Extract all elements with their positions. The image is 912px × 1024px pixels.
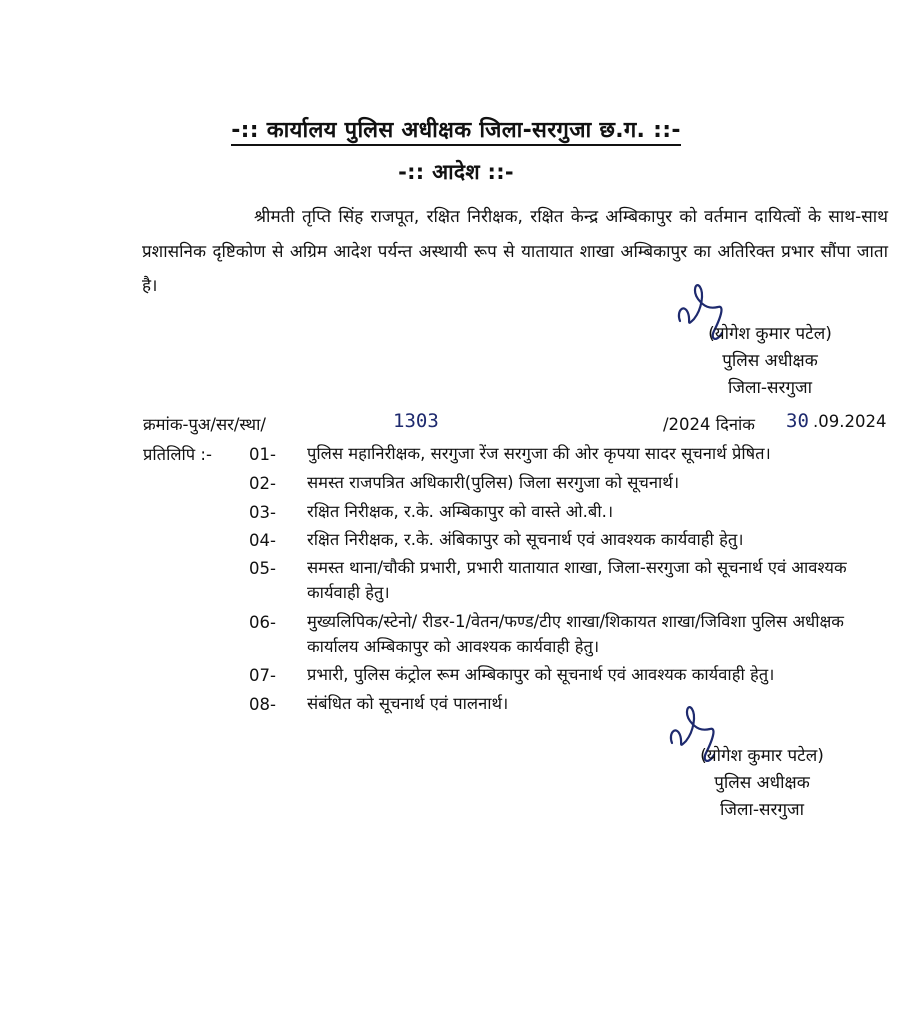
list-item-text: रक्षित निरीक्षक, र.के. अंबिकापुर को सूचनार्थ एवं आवश्यक कार्यवाही हेतु।: [307, 530, 744, 549]
list-item-number: 02-: [249, 474, 276, 493]
reference-date-rest: .09.2024: [813, 412, 887, 431]
signatory-district: जिला-सरगुजा: [727, 378, 813, 398]
list-item-number: 07-: [249, 666, 276, 685]
order-body-paragraph: श्रीमती तृप्ति सिंह राजपूत, रक्षित निरीक्षक, रक्षित केन्द्र अम्बिकापुर को वर्तमान दायित्वों के साथ-साथ प्रशासनिक दृष्टिकोण से अग्रिम आदेश पर्यन्त अस्थायी रूप से यातायात शाखा अम्बिकापुर का अतिरिक्त प्रभार सौंपा जाता है।: [142, 207, 888, 296]
list-item-text: संबंधित को सूचनार्थ एवं पालनार्थ।: [307, 694, 509, 713]
office-title-text: -:: कार्यालय पुलिस अधीक्षक जिला-सरगुजा छ.ग. ::-: [231, 118, 681, 146]
signatory-designation: पुलिस अधीक्षक: [714, 773, 810, 793]
list-item-number: 03-: [249, 503, 276, 522]
list-item-text: समस्त राजपत्रित अधिकारी(पुलिस) जिला सरगुजा को सूचनार्थ।: [307, 473, 680, 492]
signatory-district: जिला-सरगुजा: [719, 800, 805, 820]
list-item-number: 05-: [249, 559, 276, 578]
signatory-designation: पुलिस अधीक्षक: [722, 351, 818, 371]
list-item-number: 06-: [249, 613, 276, 632]
list-item-text: रक्षित निरीक्षक, र.के. अम्बिकापुर को वास्ते ओ.बी.।: [307, 502, 614, 521]
signatory-name: (योगेश कुमार पटेल): [708, 324, 832, 344]
list-item-number: 08-: [249, 695, 276, 714]
copy-label: प्रतिलिपि :-: [143, 445, 212, 464]
reference-prefix: क्रमांक-पुअ/सर/स्था/: [143, 415, 266, 434]
reference-year: /2024 दिनांक: [663, 415, 755, 434]
reference-date-day: 30: [786, 410, 809, 432]
list-item-text: समस्त थाना/चौकी प्रभारी, प्रभारी यातायात शाखा, जिला-सरगुजा को सूचनार्थ एवं आवश्यक कार्यवाही हेतु।: [307, 558, 847, 602]
list-item-text: मुख्यलिपिक/स्टेनो/ रीडर-1/वेतन/फण्ड/टीए शाखा/शिकायत शाखा/जिविशा पुलिस अधीक्षक कार्यालय अम्बिकापुर को आवश्यक कार्यवाही हेतु।: [307, 612, 844, 656]
signature-block-bottom: [672, 743, 852, 824]
reference-line: [143, 410, 887, 438]
list-item-number: 04-: [249, 531, 276, 550]
list-item-text: पुलिस महानिरीक्षक, सरगुजा रेंज सरगुजा की ओर कृपया सादर सूचनार्थ प्रेषित।: [307, 444, 771, 463]
list-item-number: 01-: [249, 445, 276, 464]
list-item-text: प्रभारी, पुलिस कंट्रोल रूम अम्बिकापुर को सूचनार्थ एवं आवश्यक कार्यवाही हेतु।: [307, 665, 775, 684]
signature-block-top: [680, 321, 860, 402]
office-title: [0, 114, 912, 144]
reference-number: 1303: [393, 410, 439, 432]
signatory-name: (योगेश कुमार पटेल): [700, 746, 824, 766]
order-title: -:: आदेश ::-: [398, 160, 514, 184]
